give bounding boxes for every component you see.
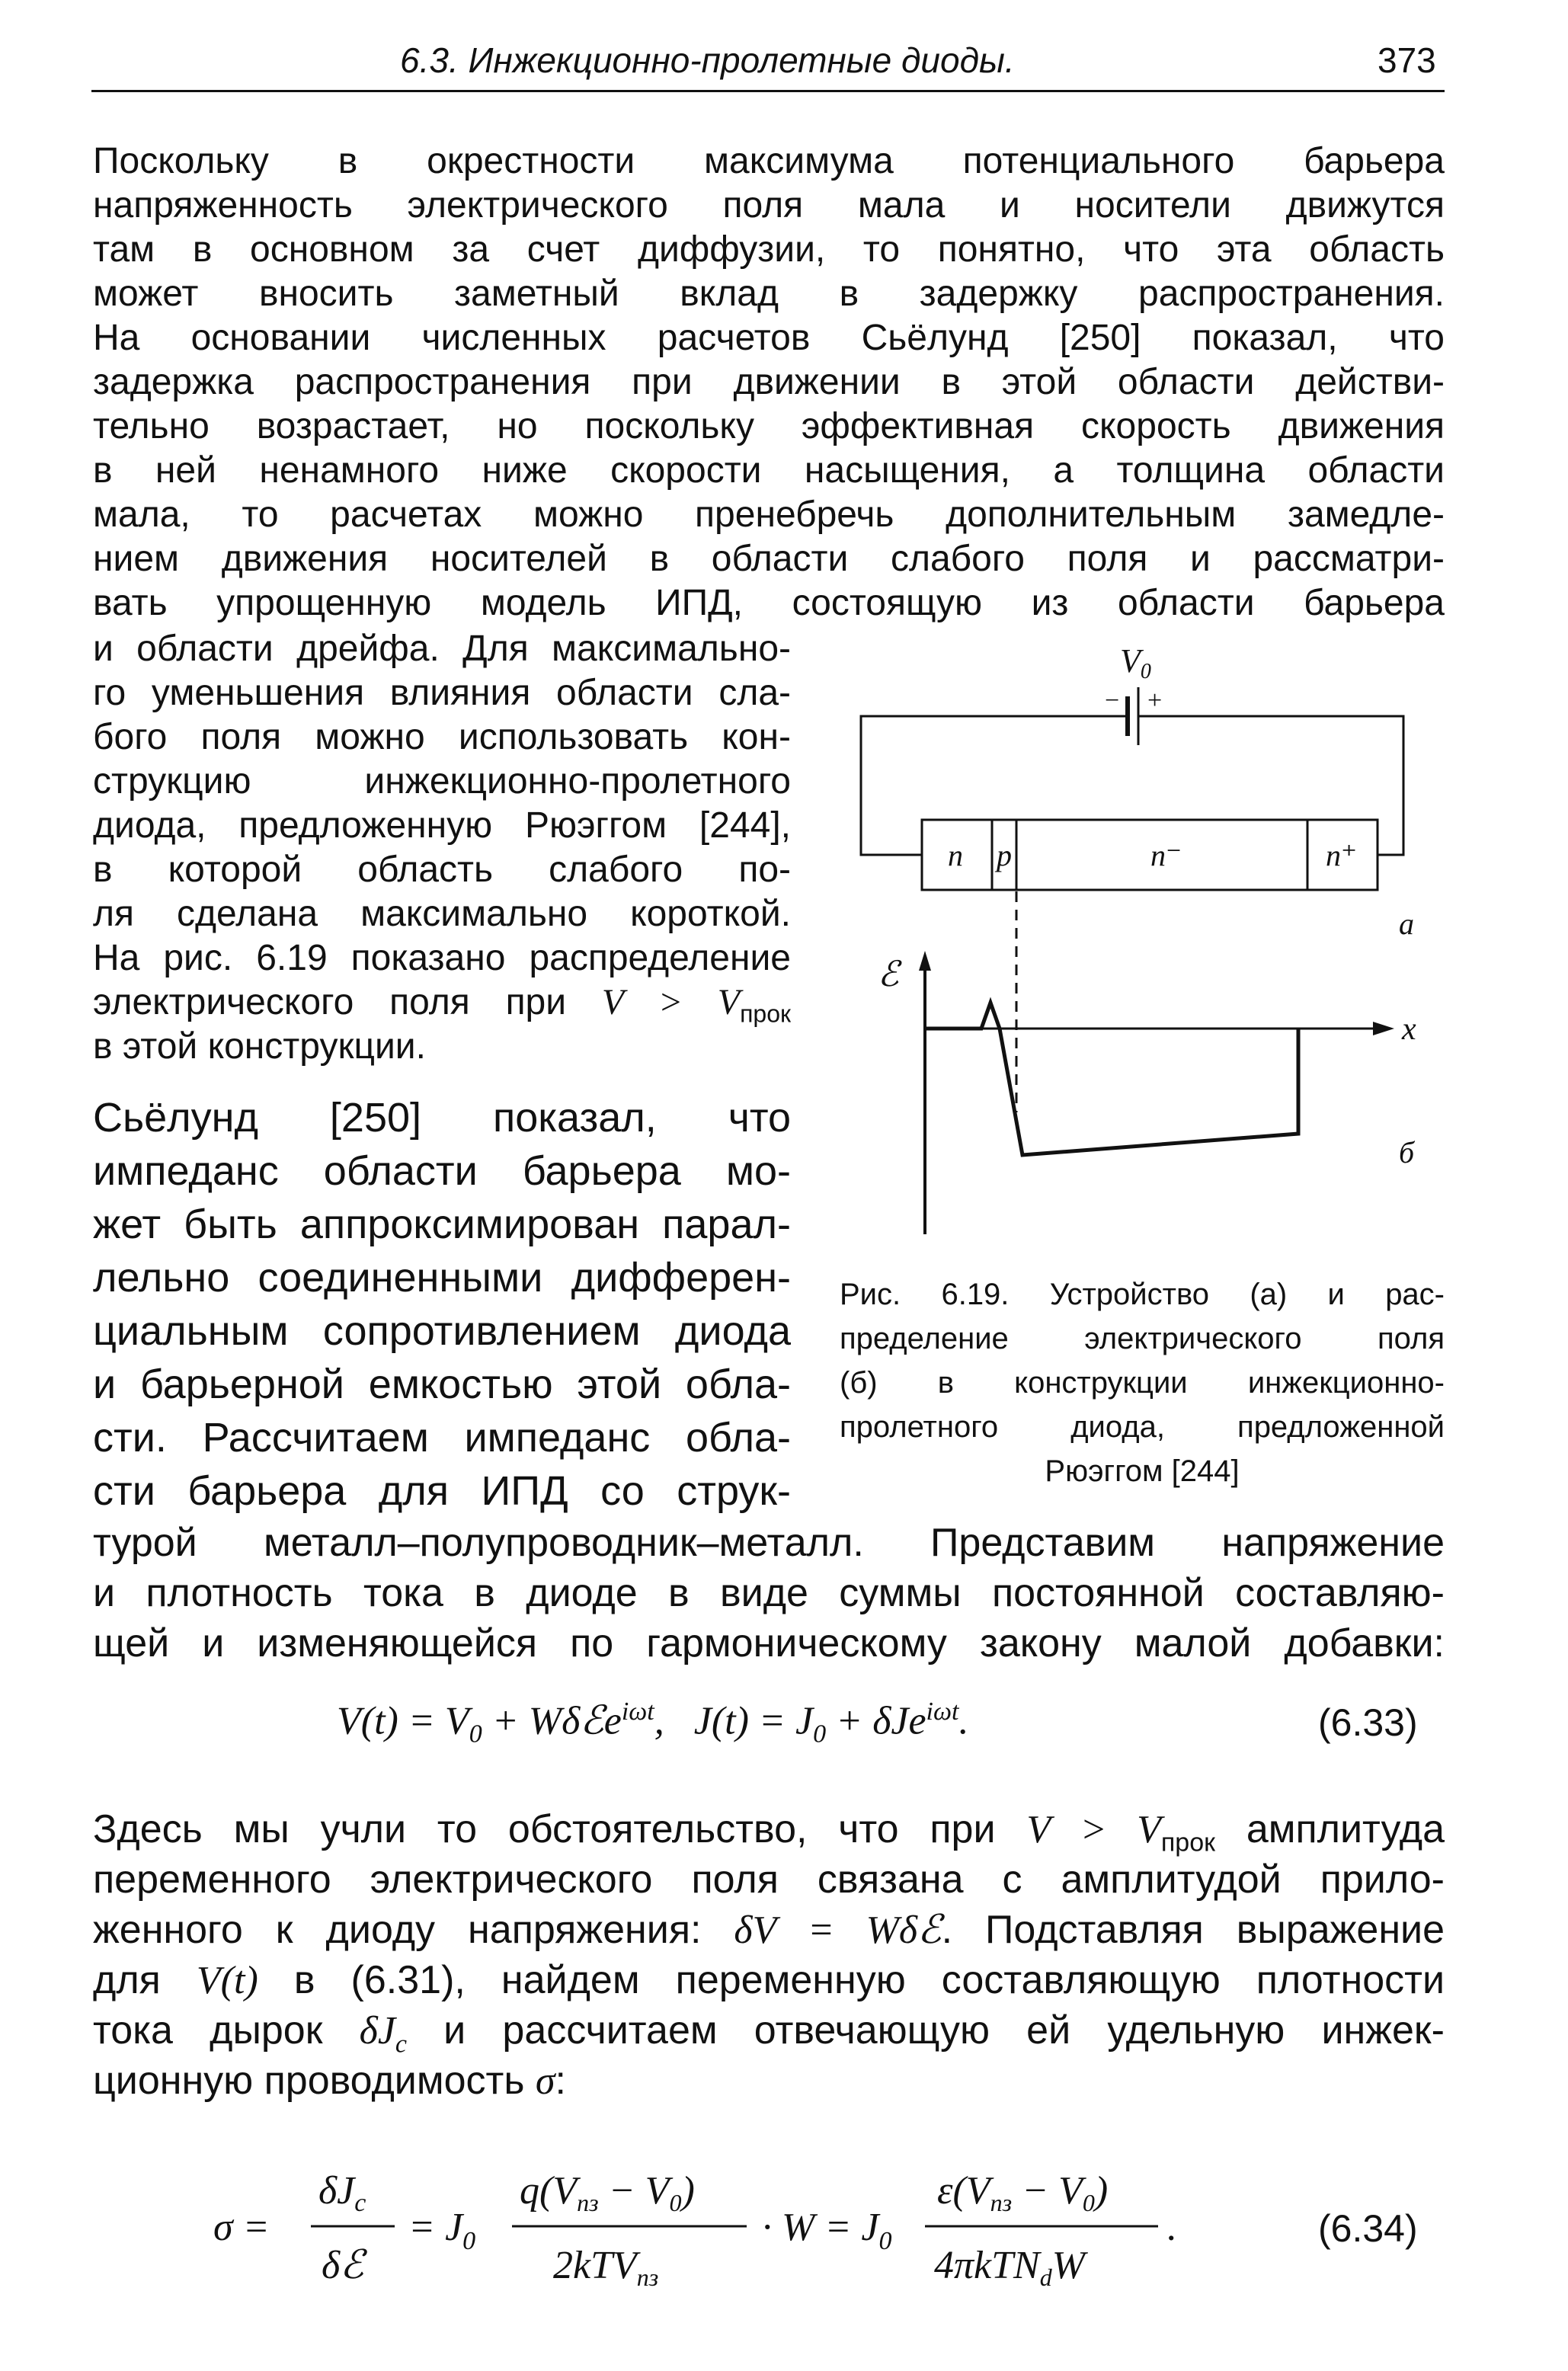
text-line: импеданс области барьера мо- [93, 1148, 791, 1194]
equation-6-33: $V(t) = V_0$ + Wδℰe$^{i\omega t}$, $J(t) = J_0 + \delta Je^{i\omega t}$. [337, 1697, 969, 1749]
minus-sign: − [1105, 686, 1120, 715]
text-line: электрического поля при $V > V_{прок}$ [93, 982, 791, 1028]
text-line: ционную проводимость σ: [93, 2059, 566, 2103]
svg-text:q(Vпз − V0): q(Vпз − V0) [520, 2169, 695, 2216]
text-line: напряженность электрического поля мала и носители движутся [93, 185, 1445, 226]
figure-6-19 [830, 640, 1455, 1249]
text-line: переменного электрического поля связана с амплитудой прило- [93, 1857, 1445, 1902]
text-line: и области дрейфа. Для максимально- [93, 629, 791, 669]
text-line: задержка распространения при движении в этой области действи- [93, 362, 1445, 402]
plus-sign: + [1147, 686, 1163, 715]
page-number: 373 [1378, 40, 1436, 80]
svg-text:δℰ: δℰ [322, 2244, 364, 2287]
text-line: бого поля можно использовать кон- [93, 717, 791, 757]
circuit-wire [861, 716, 1403, 855]
battery-icon [1128, 687, 1138, 745]
svg-text:· W = J0: · $W = J_0$ [762, 2206, 892, 2255]
equation-number: (6.34) [1318, 2207, 1418, 2250]
diode-structure [922, 820, 1378, 890]
text-line: го уменьшения влияния области сла- [93, 673, 791, 713]
text-line: женного к диоду напряжения: δV = Wδℰ. Подставляя выражение [93, 1908, 1445, 1952]
text-line: На основании численных расчетов Сьёлунд [250] показал, что [93, 318, 1445, 358]
text-line: ля сделана максимально короткой. [93, 894, 791, 934]
svg-text:ε(Vпз − V0): ε(Vпз − V0) [937, 2169, 1109, 2216]
text-line: струкцию инжекционно-пролетного [93, 761, 791, 802]
running-header-title: 6.3. Инжекционно-пролетные диоды. [400, 40, 1015, 80]
svg-text:.: . [1167, 2206, 1177, 2249]
field-profile [925, 1003, 1298, 1155]
text-line: турой металл–полупроводник–металл. Представим напряжение [93, 1521, 1445, 1565]
panel-label-b: б [1399, 1135, 1415, 1170]
text-line: Поскольку в окрестности максимума потенциального барьера [93, 141, 1445, 181]
text-line: может вносить заметный вклад в задержку распространения. [93, 274, 1445, 314]
text-line: циальным сопротивлением диода [93, 1308, 791, 1354]
text-line: сти барьера для ИПД со струк- [93, 1468, 791, 1514]
text-line: там в основном за счет диффузии, то понятно, что эта область [93, 229, 1445, 270]
text-line: и барьерной емкостью этой обла- [93, 1361, 791, 1407]
equation-6-34 [213, 2156, 1356, 2301]
panel-label-a: а [1399, 907, 1414, 941]
svg-text:4πkTNdW: 4πkTNdW [934, 2244, 1086, 2291]
text-line: нием движения носителей в области слабого поля и рассматри- [93, 539, 1445, 579]
axis-x-label: x [1402, 1012, 1416, 1047]
svg-text:σ =: σ = [213, 2206, 270, 2249]
text-line: и плотность тока в диоде в виде суммы постоянной составляю- [93, 1571, 1445, 1615]
text-line: вать упрощенную модель ИПД, состоящую из области барьера [93, 583, 1445, 623]
text-line: в которой область слабого по- [93, 850, 791, 890]
text-line: щей и изменяющейся по гармоническому закону малой добавки: [93, 1621, 1445, 1665]
text-line: мала, то расчетах можно пренебречь дополнительным замедле- [93, 494, 1445, 535]
region-n-minus: n⁻ [1150, 838, 1182, 872]
text-line: тока дырок $\delta J_c$ и рассчитаем отвечающую ей удельную инжек- [93, 2008, 1445, 2059]
text-line: Сьёлунд [250] показал, что [93, 1095, 791, 1141]
source-label: V0 [1120, 642, 1151, 683]
text-line: тельно возрастает, но поскольку эффективная скорость движения [93, 406, 1445, 446]
svg-text:2kTVпз: 2kTVпз [553, 2244, 659, 2291]
text-line: в ней ненамного ниже скорости насыщения, а толщина области [93, 450, 1445, 491]
field-axes [919, 951, 1394, 1234]
axis-e-label: ℰ [878, 955, 899, 994]
text-line: диода, предложенную Рюэггом [244], [93, 805, 791, 846]
equation-number: (6.33) [1318, 1701, 1418, 1744]
text-line: жет быть аппроксимирован парал- [93, 1201, 791, 1247]
text-line: На рис. 6.19 показано распределение [93, 938, 791, 978]
region-n-plus: n⁺ [1326, 838, 1358, 872]
header-rule [91, 90, 1445, 92]
text-line: сти. Рассчитаем импеданс обла- [93, 1415, 791, 1461]
svg-text:= J0: = $J_0$ [408, 2206, 476, 2255]
region-p: p [997, 838, 1012, 872]
text-line: для V(t) в (6.31), найдем переменную составляющую плотности [93, 1958, 1445, 2002]
svg-text:δJc: δJc [318, 2169, 366, 2217]
text-line: лельно соединенными дифферен- [93, 1255, 791, 1301]
text-line: в этой конструкции. [93, 1026, 426, 1067]
figure-caption: Рис. 6.19. Устройство (а) и рас- пределение электрического поля (б) в конструкции инжекционно- пролетного диода, предложенной Рюэггом [244] [840, 1278, 1445, 1488]
text-line: Здесь мы учли то обстоятельство, что при $V > V_{прок}$ амплитуда [93, 1807, 1445, 1857]
region-n: n [948, 838, 963, 872]
